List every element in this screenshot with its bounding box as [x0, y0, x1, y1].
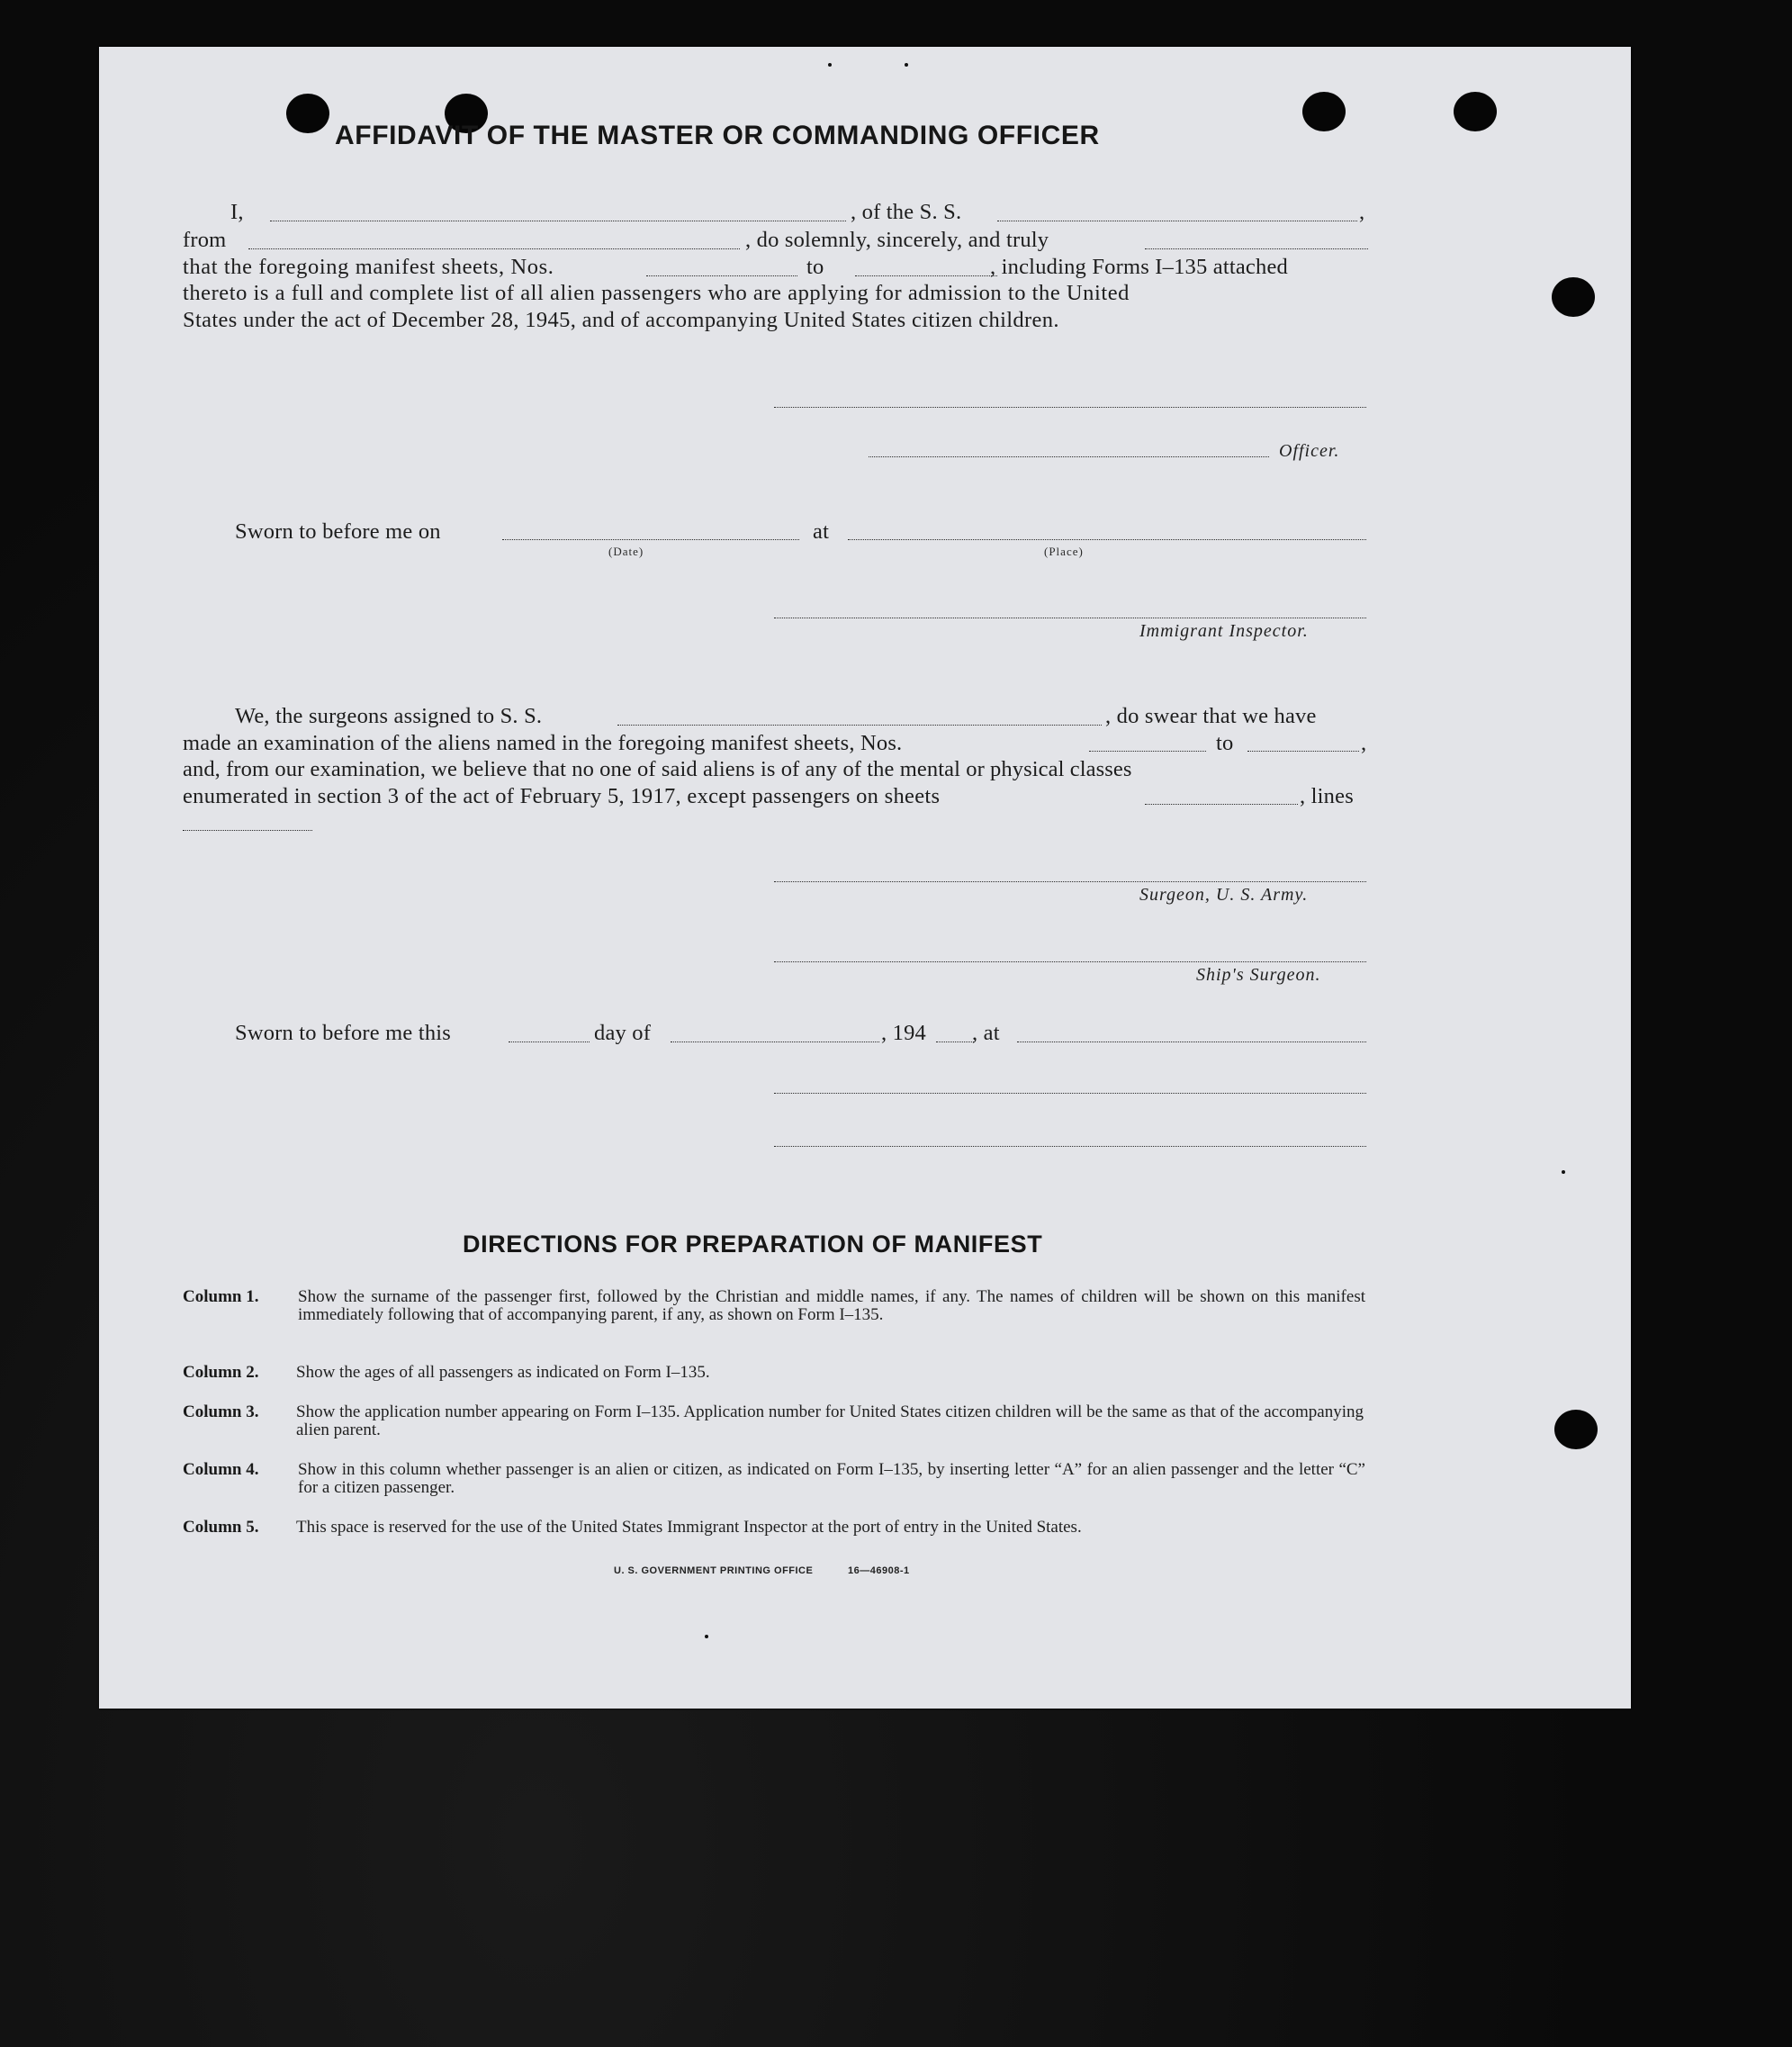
column-1-text: Show the surname of the passenger first, followed by the Christian and middle names, if any. The names of children will be shown on this manifest immediately following that of accompanying parent, if any, as shown on Form I–135. [298, 1287, 1365, 1324]
column-2-label: Column 2. [183, 1363, 259, 1382]
officer-title-line[interactable] [869, 456, 1269, 457]
surgeon-sheet-from-field[interactable] [1089, 751, 1206, 752]
year-text: , 194 [881, 1021, 926, 1045]
speck [705, 1635, 708, 1638]
ship-surgeon-signature-line[interactable] [774, 961, 1366, 962]
affirmation-field[interactable] [1145, 248, 1368, 249]
sworn-place-field[interactable] [848, 539, 1366, 540]
surgeons-line1a: We, the surgeons assigned to S. S. [235, 704, 543, 728]
ship-surgeon-label: Ship's Surgeon. [1196, 965, 1321, 985]
speck [1562, 1170, 1565, 1174]
column-2-text: Show the ages of all passengers as indicated on Form I–135. [296, 1363, 710, 1382]
except-sheets-field[interactable] [1145, 804, 1298, 805]
surgeon-sheet-to-field[interactable] [1247, 751, 1359, 752]
column-4-text: Show in this column whether passenger is an alien or citizen, as indicated on Form I–135, by inserting letter “A” for an alien passenger and the letter “C” for a citizen passenger. [298, 1460, 1365, 1497]
surgeons-line2b: to [1216, 731, 1234, 755]
punch-hole [1302, 92, 1346, 131]
affidavit-i: I, [230, 200, 244, 224]
place-caption: (Place) [1044, 545, 1084, 558]
column-3-text: Show the application number appearing on Form I–135. Application number for United States citizen children will be the same as that of the accompanying alien parent. [296, 1402, 1364, 1439]
officer-signature-line[interactable] [774, 1093, 1366, 1094]
sworn-at-text: at [813, 519, 830, 544]
punch-hole [286, 94, 329, 133]
speck [905, 63, 908, 67]
officer-title-line-2[interactable] [774, 1146, 1366, 1147]
surgeons-line2a: made an examination of the aliens named in the foregoing manifest sheets, Nos. [183, 731, 903, 755]
day-of-text: day of [594, 1021, 652, 1045]
affidavit-solemnly: , do solemnly, sincerely, and truly [745, 228, 1049, 252]
affidavit-foregoing: that the foregoing manifest sheets, Nos. [183, 255, 554, 279]
sheet-to-field[interactable] [855, 275, 997, 276]
surgeons-at-text: , at [972, 1021, 1000, 1045]
officer-label: Officer. [1279, 441, 1340, 461]
surgeons-line1b: , do swear that we have [1105, 704, 1317, 728]
column-5-label: Column 5. [183, 1518, 259, 1537]
army-surgeon-signature-line[interactable] [774, 881, 1366, 882]
sworn-date-field[interactable] [502, 539, 799, 540]
master-signature-line[interactable] [774, 407, 1366, 408]
affidavit-including: , including Forms I–135 attached [990, 255, 1288, 279]
port-from-field[interactable] [248, 248, 740, 249]
affidavit-of-the-ss: , of the S. S. [851, 200, 962, 224]
directions-heading: DIRECTIONS FOR PREPARATION OF MANIFEST [463, 1231, 1043, 1258]
surgeons-line2c: , [1361, 731, 1367, 755]
army-surgeon-label: Surgeon, U. S. Army. [1139, 885, 1309, 905]
surgeons-line4a: enumerated in section 3 of the act of February 5, 1917, except passengers on sheets [183, 784, 941, 808]
affidavit-from: from [183, 228, 227, 252]
speck [828, 63, 832, 67]
punch-hole [1554, 1410, 1598, 1449]
column-3-label: Column 3. [183, 1402, 259, 1421]
surgeons-line4b: , lines [1300, 784, 1354, 808]
date-caption: (Date) [608, 545, 644, 558]
affidavit-comma: , [1359, 200, 1365, 224]
affidavit-line5: States under the act of December 28, 1945, and of accompanying United States citizen children. [183, 308, 1059, 332]
printing-office-imprint: U. S. GOVERNMENT PRINTING OFFICE [614, 1565, 814, 1576]
sworn-on-text: Sworn to before me on [235, 519, 441, 544]
punch-hole [1454, 92, 1497, 131]
surgeons-line3: and, from our examination, we believe that no one of said aliens is of any of the mental or physical classes [183, 757, 1132, 781]
except-lines-field[interactable] [183, 830, 312, 831]
sworn-this-text: Sworn to before me this [235, 1021, 452, 1045]
column-5-text: This space is reserved for the use of the United States Immigrant Inspector at the port of entry in the United States. [296, 1518, 1082, 1537]
punch-hole [1552, 277, 1595, 317]
surgeon-ship-field[interactable] [617, 725, 1102, 726]
affidavit-line4: thereto is a full and complete list of all alien passengers who are applying for admission to the United [183, 281, 1130, 305]
column-1-label: Column 1. [183, 1287, 259, 1306]
column-4-label: Column 4. [183, 1460, 259, 1479]
immigrant-inspector-label: Immigrant Inspector. [1139, 621, 1309, 641]
affidavit-heading: AFFIDAVIT OF THE MASTER OR COMMANDING OFFICER [335, 121, 1100, 150]
sheet-from-field[interactable] [646, 275, 797, 276]
affidavit-to: to [806, 255, 824, 279]
form-number: 16—46908-1 [848, 1565, 910, 1576]
